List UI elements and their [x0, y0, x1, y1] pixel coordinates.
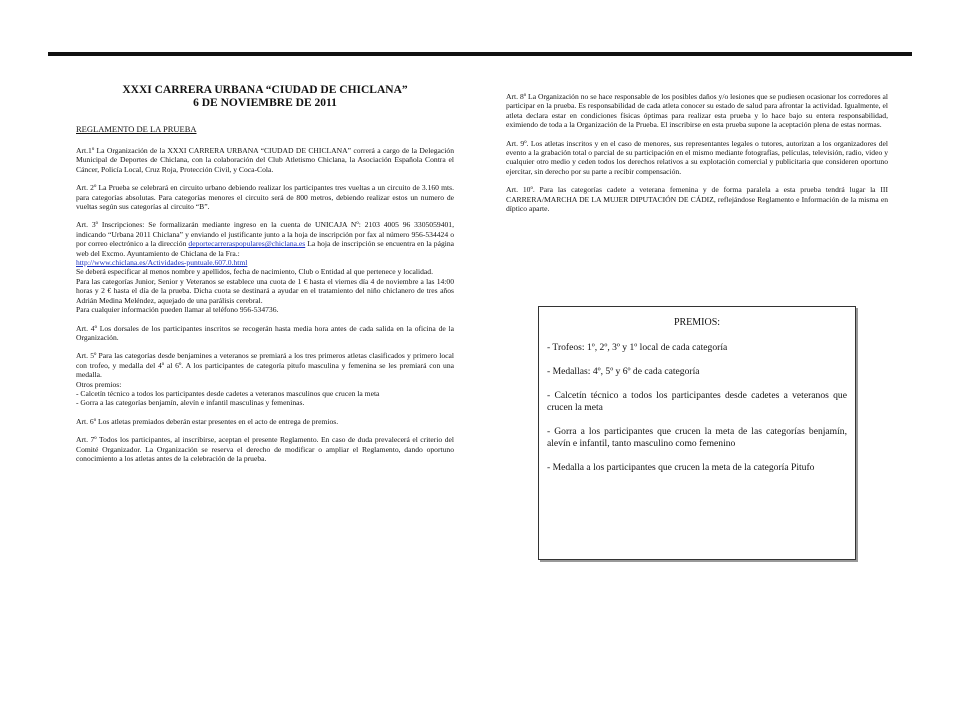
- document-date: 6 DE NOVIEMBRE DE 2011: [193, 97, 337, 109]
- article-3-intro: Art. 3º Inscripciones: Se formalizarán mediante ingreso en la cuenta de UNICAJA Nº: 2103 4005 96 3305059401, indicando “Urbana 2011 Chiclana” y enviando el justificante junto a la hoja de inscripción por fax al número 956-534424 o por correo electrónico a la dirección: [76, 220, 454, 249]
- article-3-web: La hoja de inscripción se encuentra en la página web del Excmo. Ayuntamiento de Chiclana de la Fra.:: [76, 239, 455, 258]
- article-3-fee: Para las categorías Junior, Senior y Veteranos se establece una cuota de 1 € hasta el viernes día 4 de noviembre a las 14:00 horas y 2 € hasta el día de la prueba. Dicha cuota se destinará a ayudar en el tratamiento del niño chiclanero de tres años Adrián Medina Meléndez, aquejado de una parálisis cerebral.: [76, 276, 454, 305]
- article-10: Art. 10º. Para las categorías cadete a veterana femenina y de forma paralela a esta prueba tendrá lugar la III CARRERA/MARCHA DE LA MUJER DIPUTACIÓN DE CÁDIZ, reflejándose Reglamento e Información de la misma en díptico aparte.: [506, 185, 888, 214]
- email-link[interactable]: deportecarreraspopulares@chiclana.es: [188, 239, 306, 249]
- article-5: [76, 351, 454, 407]
- prizes-box: [538, 306, 856, 560]
- other-prize-cap: - Gorra a las categorías benjamín, alevín e infantil masculinas y femeninas.: [76, 398, 305, 408]
- article-2: Art. 2º La Prueba se celebrará en circuito urbano debiendo realizar los participantes tres vueltas a un circuito de 3.160 mts. para categorías absolutas. Para categorías menores el circuito será de 800 metros, debiendo realizar estos un numero de vueltas según sus categorías al circuito “B”.: [76, 183, 454, 212]
- prize-item-trophies: - Trofeos: 1º, 2º, 3º y 1º local de cada categoría: [547, 342, 728, 353]
- article-6: Art. 6º Los atletas premiados deberán estar presentes en el acto de entrega de premios.: [76, 416, 339, 426]
- article-3: [76, 220, 454, 314]
- article-3-details: Se deberá especificar al menos nombre y apellidos, fecha de nacimiento, Club o Entidad al que pertenece y localidad.: [76, 267, 433, 277]
- other-prize-socks: - Calcetín técnico a todos los participantes desde cadetes a veteranos masculinos que crucen la meta: [76, 388, 380, 398]
- article-7: Art. 7º Todos los participantes, al inscribirse, aceptan el presente Reglamento. En caso de duda prevalecerá el criterio del Comité Organizador. La Organización se reserva el derecho de modificar o ampliar el Reglamento, dando oportuno conocimiento a los atletas antes de la celebración de la prueba.: [76, 435, 454, 463]
- article-1: Art.1º La Organización de la XXXI CARRERA URBANA “CIUDAD DE CHICLANA” correrá a cargo de la Delegación Municipal de Deportes de Chiclana, con la colaboración del Club Atletismo Chiclana, la Asociación Española Contra el Cáncer, Policía Local, Cruz Roja, Protección Civil, y Coca-Cola.: [76, 146, 454, 174]
- prizes-title: PREMIOS:: [673, 317, 721, 328]
- web-link[interactable]: http://www.chiclana.es/Actividades-puntuale.607.0.html: [76, 258, 248, 268]
- regulation-heading: REGLAMENTO DE LA PRUEBA: [76, 124, 197, 134]
- article-3-phone: Para cualquier información pueden llamar al teléfono 956-534736.: [76, 305, 279, 315]
- right-column: [506, 92, 888, 222]
- other-prizes-label: Otros premios:: [76, 379, 122, 389]
- article-8: Art. 8º La Organización no se hace responsable de los posibles daños y/o lesiones que se pudiesen ocasionar los corredores al participar en la prueba. Es responsabilidad de cada atleta conocer su estado de salud para afrontar la actividad. Igualmente, el atleta declara estar en condiciones físicas óptimas para realizar esta prueba y lo hace bajo su entera responsabilidad, eximiendo de toda a la Organización de la Prueba. El inscribirse en esta prueba supone la aceptación plena de estas normas.: [506, 92, 888, 130]
- article-4: Art. 4º Los dorsales de los participantes inscritos se recogerán hasta media hora antes de cada salida en la oficina de la Organización.: [76, 323, 454, 342]
- left-column: [76, 84, 454, 472]
- prize-item-cap: - Gorra a los participantes que crucen la meta de las categorías benjamín, alevín e infantil, tanto masculino como femenino: [547, 426, 847, 449]
- prize-item-socks: - Calcetín técnico a todos los participantes desde cadetes a veteranos que crucen la meta: [547, 390, 847, 413]
- prize-item-pitufo-medal: - Medalla a los participantes que crucen la meta de la categoría Pitufo: [547, 462, 815, 473]
- article-9: Art. 9º. Los atletas inscritos y en el caso de menores, sus representantes legales o tutores, autorizan a los organizadores del evento a la grabación total o parcial de su participación en el mismo mediante fotografías, películas, televisión, radio, video y cualquier otro medio y ceden todos los derechos relativos a su explotación comercial y publicitaria que consideren oportuno ejercitar, sin derecho por su parte a recibir compensación.: [506, 138, 888, 176]
- article-5-text: Art. 5º Para las categorías desde benjamines a veteranos se premiará a los tres primeros atletas clasificados y primero local con trofeo, y medalla del 4º al 6º. A los participantes de categoría pitufo masculina y femenina se les premiará con una medalla.: [76, 351, 454, 380]
- document-title: XXXI CARRERA URBANA “CIUDAD DE CHICLANA”: [122, 84, 408, 96]
- top-divider: [48, 52, 912, 56]
- prize-item-medals: - Medallas: 4º, 5º y 6º de cada categoría: [547, 366, 700, 377]
